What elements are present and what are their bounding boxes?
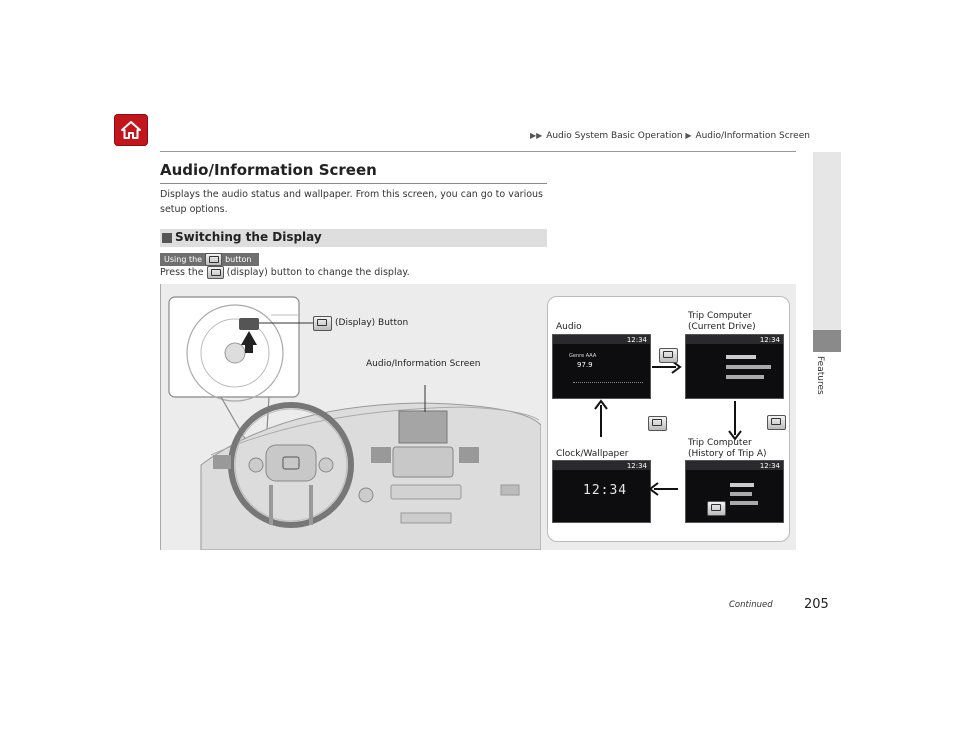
cycle-arrows: [548, 297, 788, 540]
display-button-label: (Display) Button: [335, 318, 409, 328]
side-tab-marker: [813, 330, 841, 352]
press-instruction: [160, 266, 410, 279]
header-rule: [160, 151, 796, 152]
intro-text: Displays the audio status and wallpaper. From this screen, you can go to various setup options.: [160, 189, 543, 215]
side-tab-strip: [813, 152, 841, 330]
using-button-tag: [160, 253, 259, 266]
breadcrumb: [530, 131, 810, 141]
display-button-icon: [767, 415, 786, 430]
screen-clock: 12:34: [626, 462, 647, 470]
screen-clock: 12:34: [626, 336, 647, 344]
continued-label: Continued: [729, 600, 773, 610]
title-rule: [160, 183, 547, 184]
side-section-label[interactable]: Features: [815, 356, 825, 395]
display-button-icon: [313, 316, 332, 331]
trip-history-label-1: Trip Computer: [688, 438, 752, 448]
page-number: 205: [804, 597, 829, 612]
using-prefix: Using the: [164, 255, 203, 264]
press-suffix: (display) button to change the display.: [226, 267, 410, 278]
screen-callout-label: Audio/Information Screen: [366, 359, 481, 369]
breadcrumb-item-2[interactable]: Audio/Information Screen: [695, 131, 810, 141]
section-title: Switching the Display: [175, 230, 322, 244]
clock-label: Clock/Wallpaper: [556, 449, 629, 459]
display-button-icon: [205, 253, 222, 266]
section-square-icon: [162, 233, 172, 243]
trip-current-label-2: (Current Drive): [688, 322, 756, 332]
page-title: Audio/Information Screen: [160, 161, 377, 179]
display-button-icon: [207, 266, 224, 279]
screen-clock: 12:34: [759, 462, 780, 470]
trip-current-label-1: Trip Computer: [688, 311, 752, 321]
audio-label: Audio: [556, 322, 582, 332]
using-suffix: button: [225, 255, 252, 264]
screen-clock: 12:34: [759, 336, 780, 344]
display-button-icon: [648, 416, 667, 431]
wallpaper-clock: 12:34: [583, 483, 628, 498]
audio-frequency: 97.9: [577, 361, 593, 369]
display-button-callout: [313, 316, 408, 331]
display-button-icon: [659, 348, 678, 363]
audio-station: Genre AAA: [569, 353, 597, 359]
breadcrumb-marker: ▶▶: [530, 131, 543, 140]
home-button[interactable]: [114, 114, 148, 146]
home-icon: [120, 120, 142, 140]
breadcrumb-item-1[interactable]: Audio System Basic Operation: [546, 131, 683, 141]
breadcrumb-separator: ▶: [685, 131, 692, 140]
display-button-icon: [707, 501, 726, 516]
trip-history-label-2: (History of Trip A): [688, 449, 767, 459]
press-prefix: Press the: [160, 267, 204, 278]
